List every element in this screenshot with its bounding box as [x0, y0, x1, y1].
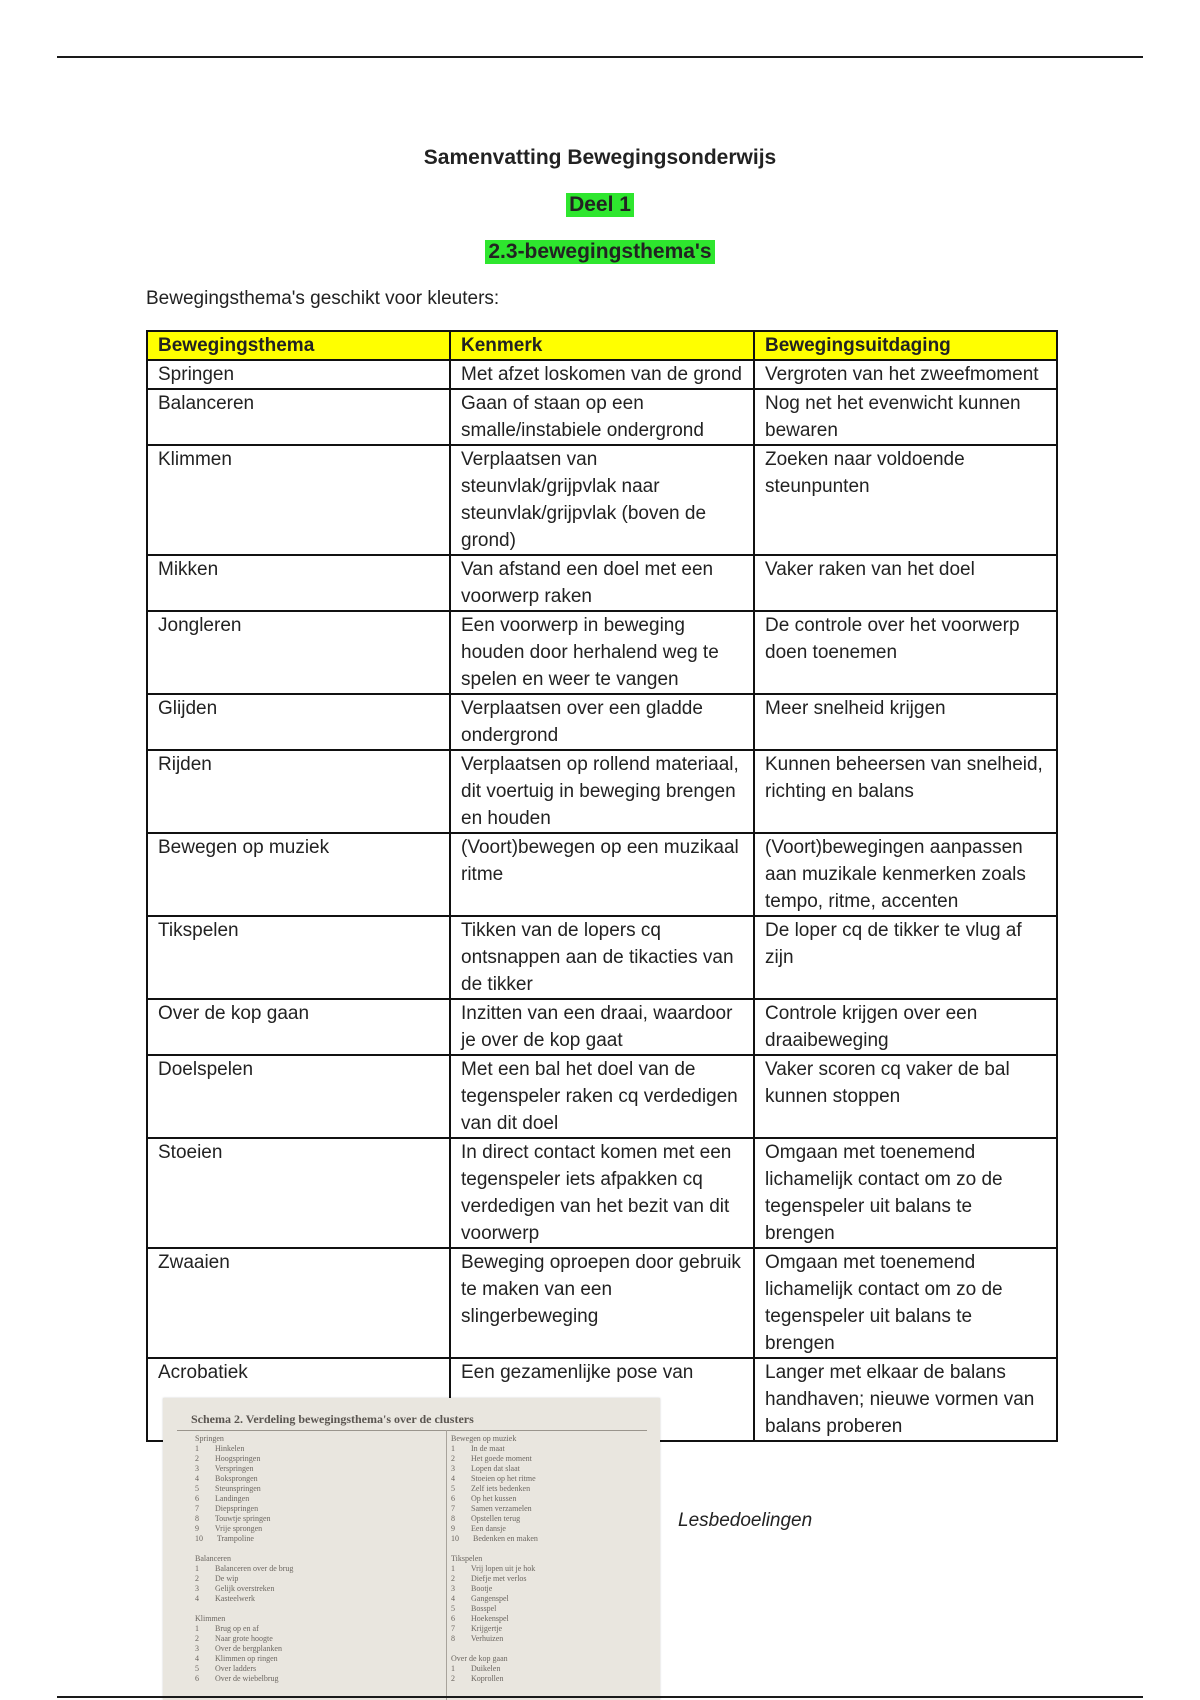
characteristic-cell: Verplaatsen over een gladde ondergrond	[450, 694, 754, 750]
bottom-rule	[57, 1696, 1143, 1698]
theme-cell: Mikken	[147, 555, 450, 611]
theme-cell: Glijden	[147, 694, 450, 750]
characteristic-cell: Inzitten van een draai, waardoor je over de kop gaat	[450, 999, 754, 1055]
table-row	[147, 1138, 1057, 1248]
challenge-cell: Vaker raken van het doel	[754, 555, 1057, 611]
schema-divider	[177, 1430, 647, 1431]
table-row	[147, 1055, 1057, 1138]
table-row	[147, 445, 1057, 555]
document-title: Samenvatting Bewegingsonderwijs	[423, 146, 777, 169]
table-row	[147, 360, 1057, 389]
header-kenmerk: Kenmerk	[450, 331, 754, 360]
table-row	[147, 999, 1057, 1055]
part-heading: Deel 1	[0, 193, 1200, 217]
challenge-cell: Langer met elkaar de balans handhaven; nieuwe vormen van balans proberen	[754, 1358, 1057, 1441]
pasted-schema-photo	[163, 1398, 660, 1700]
characteristic-cell: In direct contact komen met een tegenspeler iets afpakken cq verdedigen van het bezit van dit voorwerp	[450, 1138, 754, 1248]
challenge-cell: Zoeken naar voldoende steunpunten	[754, 445, 1057, 555]
challenge-cell: (Voort)bewegingen aanpassen aan muzikale kenmerken zoals tempo, ritme, accenten	[754, 833, 1057, 916]
theme-cell: Balanceren	[147, 389, 450, 445]
section-heading: 2.3-bewegingsthema's	[0, 240, 1200, 264]
table-row	[147, 611, 1057, 694]
header-bewegingsthema: Bewegingsthema	[147, 331, 450, 360]
characteristic-cell: Met een bal het doel van de tegenspeler raken cq verdedigen van dit doel	[450, 1055, 754, 1138]
challenge-cell: Meer snelheid krijgen	[754, 694, 1057, 750]
characteristic-cell: (Voort)bewegen op een muzikaal ritme	[450, 833, 754, 916]
theme-cell: Bewegen op muziek	[147, 833, 450, 916]
theme-cell: Zwaaien	[147, 1248, 450, 1358]
challenge-cell: Controle krijgen over een draaibeweging	[754, 999, 1057, 1055]
lesbedoelingen-caption: Lesbedoelingen	[678, 1510, 813, 1531]
characteristic-cell: Verplaatsen van steunvlak/grijpvlak naar steunvlak/grijpvlak (boven de grond)	[450, 445, 754, 555]
characteristic-cell: Verplaatsen op rollend materiaal, dit voertuig in beweging brengen en houden	[450, 750, 754, 833]
characteristic-cell: Gaan of staan op een smalle/instabiele ondergrond	[450, 389, 754, 445]
challenge-cell: Vaker scoren cq vaker de bal kunnen stoppen	[754, 1055, 1057, 1138]
characteristic-cell: Een voorwerp in beweging houden door herhalend weg te spelen en weer te vangen	[450, 611, 754, 694]
characteristic-cell: Van afstand een doel met een voorwerp raken	[450, 555, 754, 611]
table-row	[147, 1248, 1057, 1358]
table-row	[147, 833, 1057, 916]
challenge-cell: Omgaan met toenemend lichamelijk contact om zo de tegenspeler uit balans te brengen	[754, 1248, 1057, 1358]
schema-title: Schema 2. Verdeling bewegingsthema's over de clusters	[191, 1412, 474, 1426]
schema-left-column: Springen 1 Hinkelen 2 Hoogspringen 3 Verspringen 4 Boksprongen 5 Steunspringen 6 Landingen 7 Diepspringen 8 Touwtje springen 9 Vrije sprongen 10 Trampoline Balanceren 1 Balanceren over de brug 2 De wip 3 Gelijk overstreken 4 Kasteelwerk Klimmen 1 Brug op en af 2 Naar grote hoogte 3 Over de bergplanken 4 Klimmen op ringen 5 Over ladders 6 Over de wiebelbrug	[195, 1434, 294, 1683]
challenge-cell: Vergroten van het zweefmoment	[754, 360, 1057, 389]
top-rule	[57, 56, 1143, 58]
challenge-cell: Nog net het evenwicht kunnen bewaren	[754, 389, 1057, 445]
table-row	[147, 389, 1057, 445]
table-row	[147, 916, 1057, 999]
table-row	[147, 750, 1057, 833]
theme-cell: Tikspelen	[147, 916, 450, 999]
challenge-cell: Omgaan met toenemend lichamelijk contact om zo de tegenspeler uit balans te brengen	[754, 1138, 1057, 1248]
theme-cell: Acrobatiek	[147, 1358, 450, 1441]
table-row	[147, 555, 1057, 611]
table-header-row	[147, 331, 1057, 360]
theme-cell: Rijden	[147, 750, 450, 833]
theme-cell: Klimmen	[147, 445, 450, 555]
challenge-cell: Kunnen beheersen van snelheid, richting en balans	[754, 750, 1057, 833]
schema-right-column: Bewegen op muziek 1 In de maat 2 Het goede moment 3 Lopen dat slaat 4 Stoeien op het ritme 5 Zelf iets bedenken 6 Op het kussen 7 Samen verzamelen 8 Opstellen terug 9 Een dansje 10 Bedenken en maken Tikspelen 1 Vrij lopen uit je hok 2 Diefje met verlos 3 Bootje 4 Gangenspel 5 Bosspel 6 Hoekenspel 7 Krijgertje 8 Verhuizen Over de kop gaan 1 Duikelen 2 Koprollen	[451, 1434, 538, 1683]
challenge-cell: De loper cq de tikker te vlug af zijn	[754, 916, 1057, 999]
characteristic-cell: Met afzet loskomen van de grond	[450, 360, 754, 389]
intro-text: Bewegingsthema's geschikt voor kleuters:	[146, 288, 500, 309]
characteristic-cell: Tikken van de lopers cq ontsnappen aan de tikacties van de tikker	[450, 916, 754, 999]
theme-cell: Doelspelen	[147, 1055, 450, 1138]
characteristic-cell: Een gezamenlijke pose van	[450, 1358, 754, 1441]
characteristic-cell: Beweging oproepen door gebruik te maken van een slingerbeweging	[450, 1248, 754, 1358]
header-bewegingsuitdaging: Bewegingsuitdaging	[754, 331, 1057, 360]
table-row	[147, 694, 1057, 750]
theme-cell: Jongleren	[147, 611, 450, 694]
schema-column-divider	[446, 1430, 447, 1700]
theme-cell: Over de kop gaan	[147, 999, 450, 1055]
movement-themes-table	[146, 330, 1058, 1442]
theme-cell: Springen	[147, 360, 450, 389]
challenge-cell: De controle over het voorwerp doen toenemen	[754, 611, 1057, 694]
theme-cell: Stoeien	[147, 1138, 450, 1248]
